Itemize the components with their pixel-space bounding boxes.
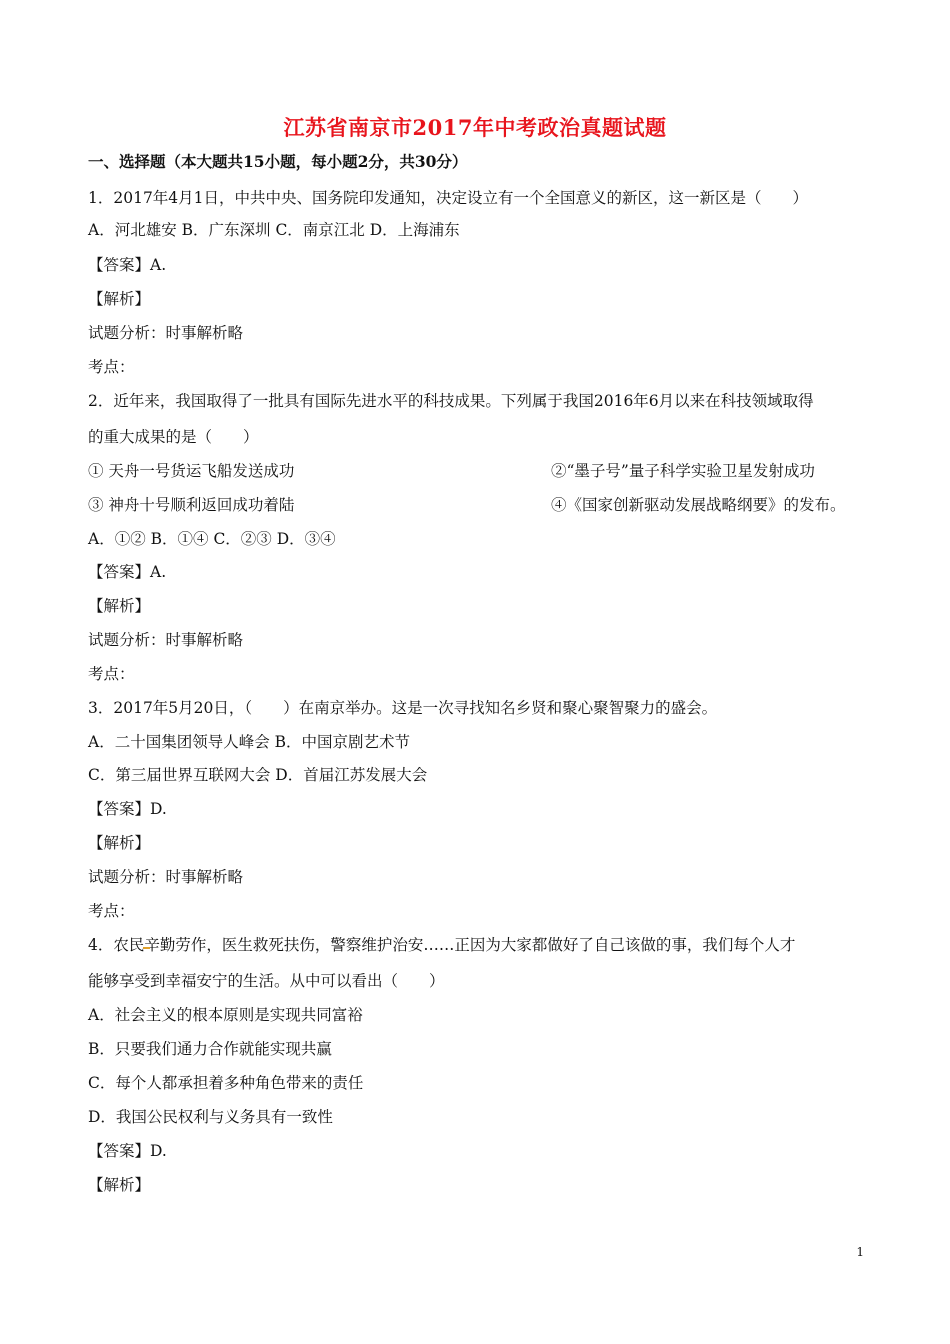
q2-item-2: ②“墨子号”量子科学实验卫星发射成功 (551, 462, 815, 480)
q2-answer: 【答案】A. (88, 563, 167, 581)
q4-option-c: C．每个人都承担着多种角色带来的责任 (88, 1074, 364, 1092)
q2-options: A．①② B．①④ C．②③ D．③④ (88, 530, 336, 548)
q4-answer: 【答案】D. (88, 1142, 167, 1160)
document-title: 江苏省南京市2017年中考政治真题试题 (283, 115, 667, 140)
q3-options-line1: A．二十国集团领导人峰会 B．中国京剧艺术节 (88, 733, 411, 751)
q1-answer: 【答案】A. (88, 256, 167, 274)
q1-kaodian: 考点： (88, 358, 135, 376)
q1-options: A．河北雄安 B．广东深圳 C．南京江北 D．上海浦东 (88, 221, 460, 239)
q4-option-d: D．我国公民权利与义务具有一致性 (88, 1108, 333, 1126)
q3-stem: 3．2017年5月20日，（ ）在南京举办。这是一次寻找知名乡贤和聚心聚智聚力的盛会。 (88, 699, 718, 717)
q2-item-1: ① 天舟一号货运飞船发送成功 (88, 462, 295, 480)
q2-kaodian: 考点： (88, 665, 135, 683)
q2-item-3: ③ 神舟十号顺利返回成功着陆 (88, 496, 295, 514)
q1-stem: 1．2017年4月1日，中共中央、国务院印发通知，决定设立有一个全国意义的新区，这一新区是（ ） (88, 189, 809, 207)
q2-stem-line2: 的重大成果的是（ ） (88, 428, 259, 446)
q2-item-4: ④《国家创新驱动发展战略纲要》的发布。 (551, 496, 846, 514)
q2-stem-line1: 2．近年来，我国取得了一批具有国际先进水平的科技成果。下列属于我国2016年6月以来在科技领域取得 (88, 392, 814, 410)
q4-stem-line1: 4．农民辛勤劳作，医生救死扶伤，警察维护治安……正因为大家都做好了自己该做的事，我们每个人才 (88, 936, 796, 954)
q4-stem-line2: 能够享受到幸福安宁的生活。从中可以看出（ ） (88, 972, 445, 990)
q3-analysis: 试题分析：时事解析略 (88, 868, 244, 886)
q1-analysis: 试题分析：时事解析略 (88, 324, 244, 342)
q2-analysis-label: 【解析】 (88, 597, 151, 615)
q4-option-b: B．只要我们通力合作就能实现共赢 (88, 1040, 332, 1058)
q3-options-line2: C．第三届世界互联网大会 D．首届江苏发展大会 (88, 766, 428, 784)
q4-analysis-label: 【解析】 (88, 1176, 151, 1194)
section-header: 一、选择题（本大题共15小题，每小题2分，共30分） (88, 152, 468, 171)
q3-kaodian: 考点： (88, 902, 135, 920)
q3-answer: 【答案】D. (88, 800, 167, 818)
page-number: 1 (856, 1245, 864, 1259)
q3-analysis-label: 【解析】 (88, 834, 151, 852)
spellcheck-mark (143, 944, 150, 949)
q1-analysis-label: 【解析】 (88, 290, 151, 308)
q4-option-a: A．社会主义的根本原则是实现共同富裕 (88, 1006, 363, 1024)
q2-analysis: 试题分析：时事解析略 (88, 631, 244, 649)
